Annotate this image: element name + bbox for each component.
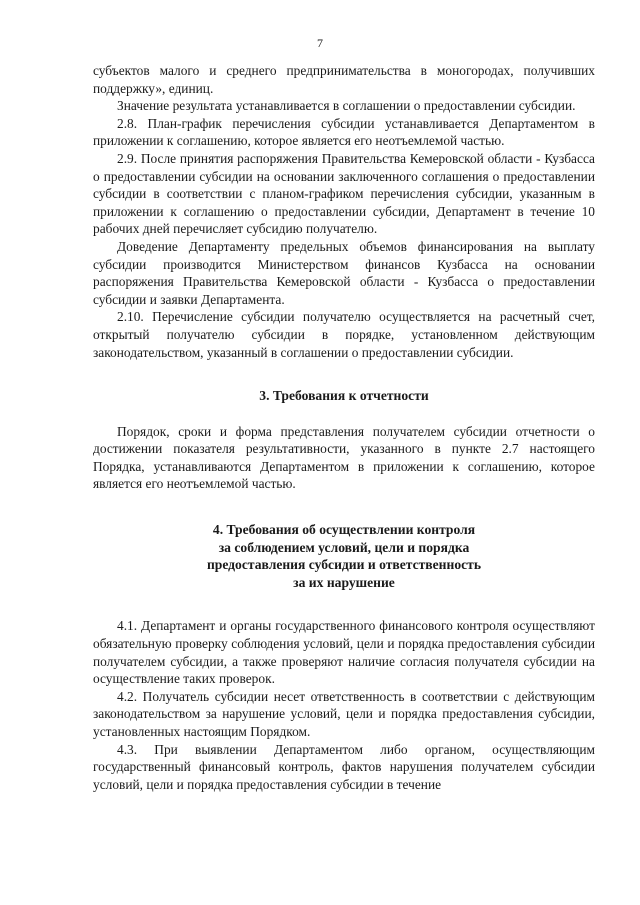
section-4-heading-line: за их нарушение bbox=[293, 574, 395, 590]
paragraph-4-2: 4.2. Получатель субсидии несет ответственность в соответствии с действующим законодательством за нарушение условий, цели и порядка предоставления субсидии, установленных настоящим Порядком. bbox=[93, 688, 595, 739]
section-3-heading: 3. Требования к отчетности bbox=[259, 388, 429, 404]
section-4-heading bbox=[93, 521, 595, 591]
document-body bbox=[93, 62, 595, 793]
paragraph-result-value: Значение результата устанавливается в соглашении о предоставлении субсидии. bbox=[117, 98, 576, 114]
paragraph-2-8: 2.8. План-график перечисления субсидии устанавливается Департаментом в приложении к соглашению, которое является его неотъемлемой частью. bbox=[93, 115, 595, 149]
paragraph-2-9: 2.9. После принятия распоряжения Правительства Кемеровской области - Кузбасса о предоставлении субсидии на основании заключенного соглашения о предоставлении субсидии в соответствии с планом-графиком перечисления субсидии, указанным в приложении к соглашению о предоставлении субсидии, Департамент в течение 10 рабочих дней перечисляет субсидию получателю. bbox=[93, 150, 595, 237]
page-number: 7 bbox=[317, 36, 323, 50]
paragraph-continuation: субъектов малого и среднего предпринимательства в моногородах, получивших поддержку», единиц. bbox=[93, 63, 595, 96]
paragraph-funding-limits: Доведение Департаменту предельных объемов финансирования на выплату субсидии производится Министерством финансов Кузбасса на основании распоряжения Правительства Кемеровской области - Кузбасса о предоставлении субсидии и заявки Департамента. bbox=[93, 238, 595, 307]
paragraph-2-10: 2.10. Перечисление субсидии получателю осуществляется на расчетный счет, открытый получателю субсидии в порядке, установленном действующим законодательством, указанный в соглашении о предоставлении субсидии. bbox=[93, 309, 595, 360]
paragraph-4-1: 4.1. Департамент и органы государственного финансового контроля осуществляют обязательную проверку соблюдения условий, цели и порядка предоставления субсидии получателем субсидии, а также проверяют наличие согласия получателя субсидии на осуществление таких проверок. bbox=[93, 618, 595, 687]
paragraph-4-3: 4.3. При выявлении Департаментом либо органом, осуществляющим государственный финансовый контроль, фактов нарушения получателем субсидии условий, цели и порядка предоставления субсидии в течение bbox=[93, 741, 595, 792]
section-4-heading-line: предоставления субсидии и ответственность bbox=[206, 557, 482, 573]
section-3-paragraph: Порядок, сроки и форма представления получателем субсидии отчетности о достижении показателя результативности, указанного в пункте 2.7 настоящего Порядка, устанавливаются Департаментом в приложении к соглашению, которое является его неотъемлемой частью. bbox=[93, 423, 595, 492]
section-4-heading-line: за соблюдением условий, цели и порядка bbox=[218, 539, 470, 555]
section-4-heading-line: 4. Требования об осуществлении контроля bbox=[212, 522, 476, 538]
